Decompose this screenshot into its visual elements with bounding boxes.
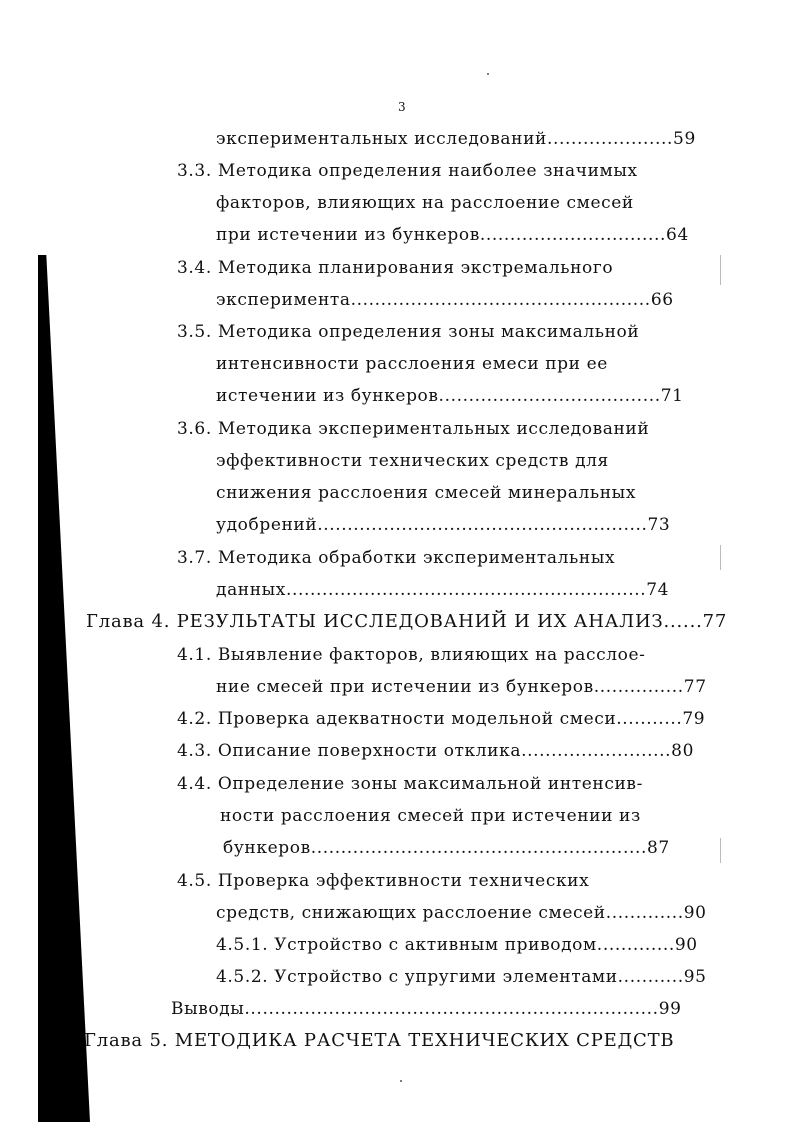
scan-speck (487, 73, 489, 75)
scan-shadow-edge (38, 255, 90, 1122)
toc-line: при истечении из бункеров...............................64 (216, 225, 689, 245)
toc-line: удобрений.......................................................73 (216, 515, 671, 535)
toc-line: экспериментальных исследований.....................59 (216, 129, 696, 149)
toc-line: 4.5. Проверка эффективности технических (177, 871, 590, 891)
toc-line: 3.6. Методика экспериментальных исследований (177, 419, 650, 439)
toc-line: 4.5.1. Устройство с активным приводом.............90 (216, 935, 698, 955)
toc-line: ние смесей при истечении из бункеров...............77 (216, 677, 707, 697)
toc-line: ности расслоения смесей при истечении из (220, 806, 641, 826)
toc-line: 4.2. Проверка адекватности модельной смеси...........79 (177, 709, 706, 729)
toc-line: 3.4. Методика планирования экстремального (177, 258, 614, 278)
chapter-heading: Глава 4. РЕЗУЛЬТАТЫ ИССЛЕДОВАНИЙ И ИХ АНАЛИЗ......77 (86, 611, 728, 632)
toc-line: факторов, влияющих на расслоение смесей (216, 193, 634, 213)
scan-mark (720, 255, 721, 285)
scan-speck (400, 1080, 402, 1082)
toc-line: 3.5. Методика определения зоны максимальной (177, 322, 640, 342)
toc-line: интенсивности расслоения емеси при ее (216, 354, 608, 374)
toc-line: 3.3. Методика определения наиболее значимых (177, 161, 638, 181)
toc-line: Выводы.....................................................................99 (171, 999, 682, 1019)
toc-line: снижения расслоения смесей минеральных (216, 483, 637, 503)
toc-line: 4.1. Выявление факторов, влияющих на расслое- (177, 645, 646, 665)
toc-line: 3.7. Методика обработки экспериментальных (177, 548, 616, 568)
toc-line: истечении из бункеров.....................................71 (216, 386, 684, 406)
toc-line: 4.3. Описание поверхности отклика.........................80 (177, 741, 694, 761)
toc-line: эффективности технических средств для (216, 451, 609, 471)
chapter-heading: Глава 5. МЕТОДИКА РАСЧЕТА ТЕХНИЧЕСКИХ СРЕДСТВ (84, 1030, 675, 1051)
toc-line: эксперимента..................................................66 (216, 290, 674, 310)
scan-mark (720, 838, 721, 863)
toc-line: данных............................................................74 (216, 580, 670, 600)
toc-line: 4.4. Определение зоны максимальной интенсив- (177, 774, 643, 794)
toc-line: бункеров........................................................87 (223, 838, 670, 858)
toc-line: 4.5.2. Устройство с упругими элементами...........95 (216, 967, 707, 987)
scan-mark (720, 545, 721, 570)
page-number: 3 (398, 100, 406, 114)
toc-line: средств, снижающих расслоение смесей.............90 (216, 903, 707, 923)
